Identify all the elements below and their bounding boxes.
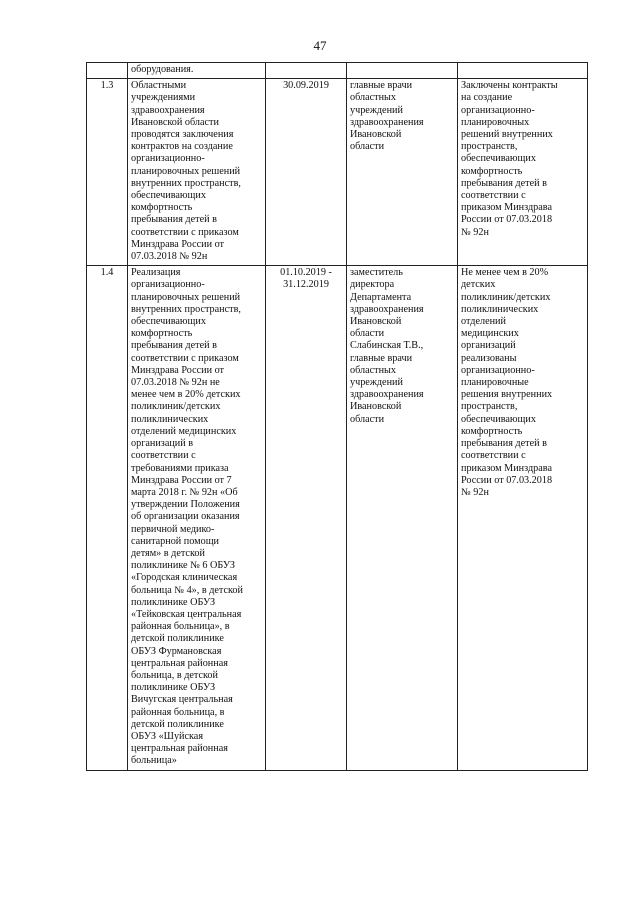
result-cell: Не менее чем в 20% детских поликлиник/детских поликлинических отделений медицинских организаций реализованы организационно- планировочные решения внутренних пространств, обеспечивающих комфортность пребывания детей в соответствии с приказом Минздрава России от 07.03.2018 № 92н: [458, 266, 588, 770]
row-number-cell: [87, 63, 128, 79]
plan-table: [86, 62, 588, 771]
table-row: [87, 63, 588, 79]
page-number: 47: [313, 38, 327, 53]
action-cell: Реализация организационно- планировочных решений внутренних пространств, обеспечивающих комфортность пребывания детей в соответствии с приказом Минздрава России от 07.03.2018 № 92н не менее чем в 20% детских поликлиник/детских поликлинических отделений медицинских организаций в соответствии с требованиями приказа Минздрава России от 7 марта 2018 г. № 92н «Об утверждении Положения об организации оказания первичной медико- санитарной помощи детям» в детской поликлинике № 6 ОБУЗ «Городская клиническая больница № 4», в детской поликлинике ОБУЗ «Тейковская центральная районная больница», в детской поликлинике ОБУЗ Фурмановская центральная районная больница, в детской поликлинике ОБУЗ Вичугская центральная районная больница, в детской поликлинике ОБУЗ «Шуйская центральная районная больница»: [128, 266, 266, 770]
action-cell: Областными учреждениями здравоохранения Ивановской области проводятся заключения контрактов на создание организационно- планировочных решений внутренних пространств, обеспечивающих комфортность пребывания детей в соответствии с приказом Минздрава России от 07.03.2018 № 92н: [128, 79, 266, 266]
result-cell: Заключены контракты на создание организационно- планировочных решений внутренних пространств, обеспечивающих комфортность пребывания детей в соответствии с приказом Минздрава России от 07.03.2018 № 92н: [458, 79, 588, 266]
result-cell: [458, 63, 588, 79]
responsible-cell: заместитель директора Департамента здравоохранения Ивановской области Слабинская Т.В., главные врачи областных учреждений здравоохранения Ивановской области: [347, 266, 458, 770]
row-number-cell: 1.4: [87, 266, 128, 770]
responsible-cell: [347, 63, 458, 79]
deadline-cell: 01.10.2019 - 31.12.2019: [266, 266, 347, 770]
deadline-cell: 30.09.2019: [266, 79, 347, 266]
responsible-cell: главные врачи областных учреждений здравоохранения Ивановской области: [347, 79, 458, 266]
deadline-cell: [266, 63, 347, 79]
action-cell: оборудования.: [128, 63, 266, 79]
table-row: [87, 266, 588, 770]
row-number-cell: 1.3: [87, 79, 128, 266]
table-row: [87, 79, 588, 266]
